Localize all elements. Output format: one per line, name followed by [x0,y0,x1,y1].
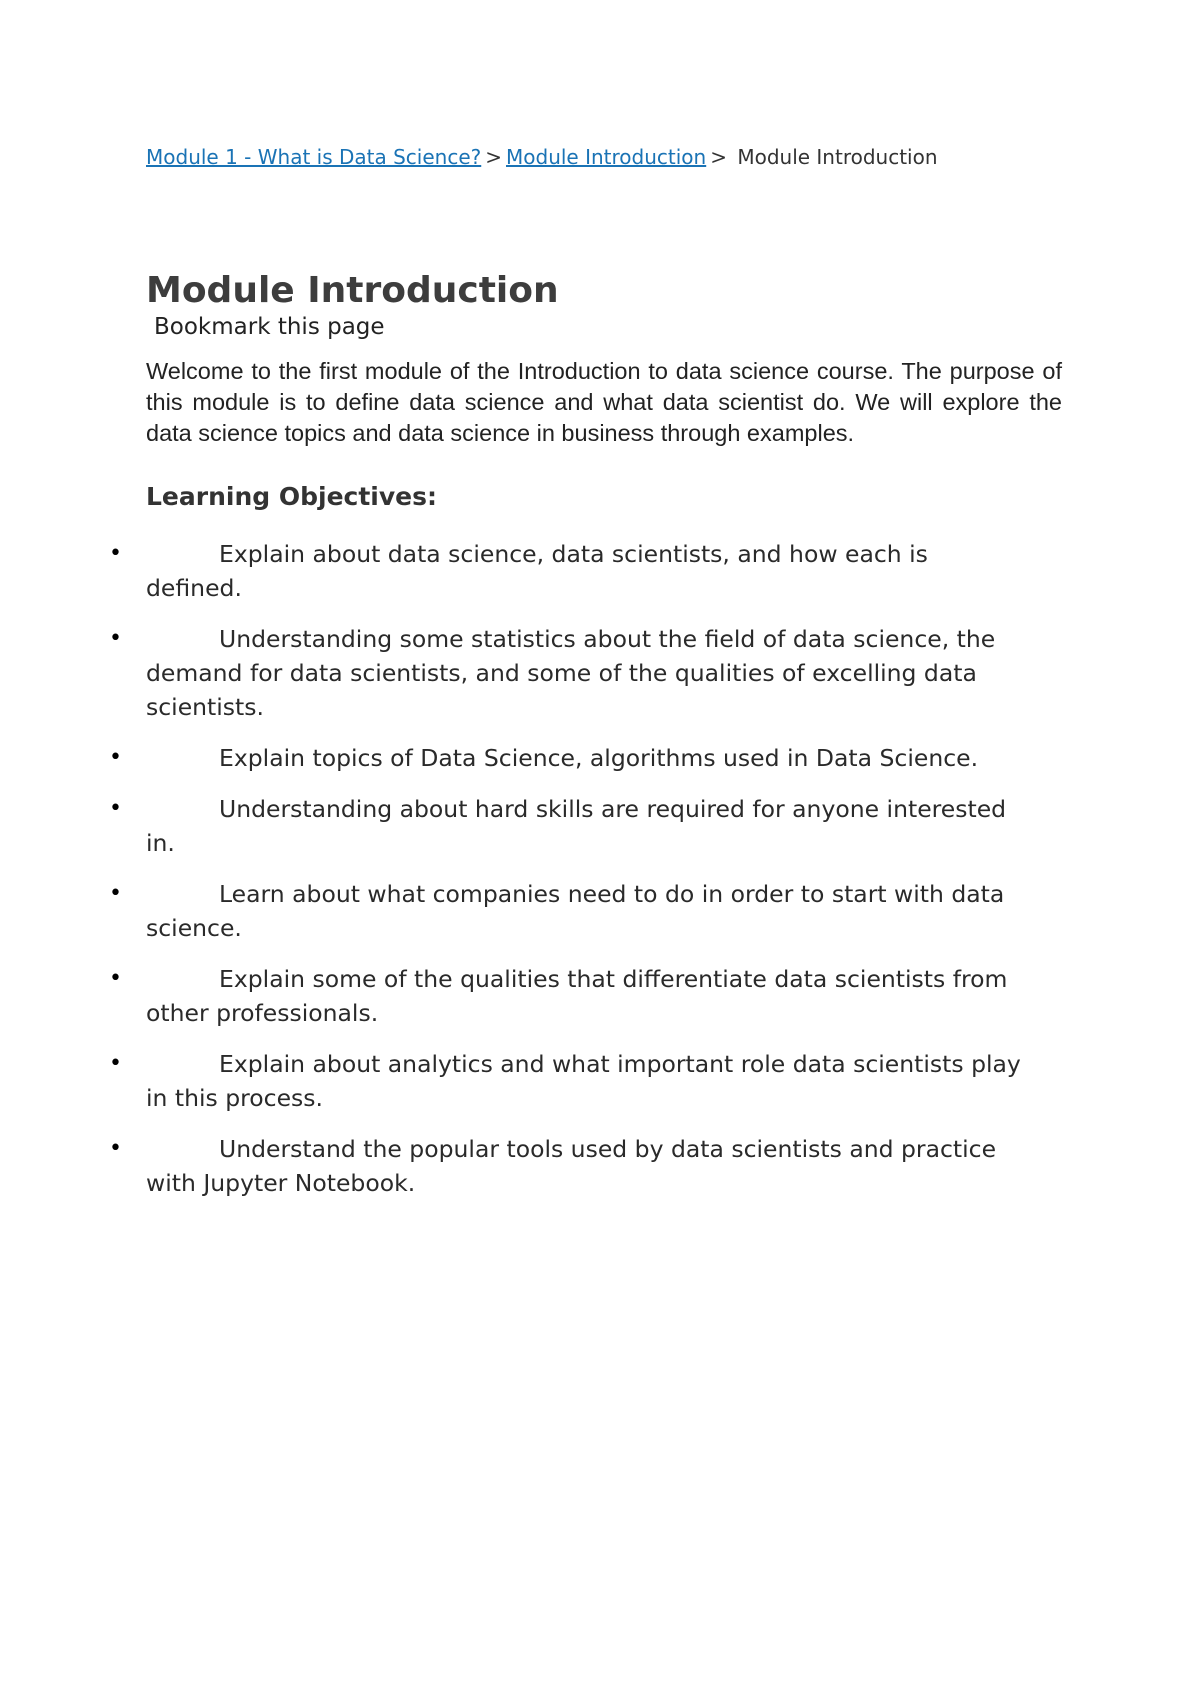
objective-text: Explain some of the qualities that differentiate data scientists from other professionals. [146,965,1008,1027]
page-title: Module Introduction [146,270,559,311]
objective-item [109,741,1062,775]
breadcrumb-link-module-introduction[interactable]: Module Introduction [506,145,707,169]
learning-objectives-list [109,537,1062,1200]
breadcrumb-separator: > [485,145,502,169]
bullet-icon: • [109,745,122,770]
breadcrumb-link-module-1[interactable]: Module 1 - What is Data Science? [146,145,482,169]
objective-text: Learn about what companies need to do in order to start with data science. [146,880,1005,942]
document-page [109,140,1062,1217]
bullet-icon: • [109,1136,122,1161]
objective-item [109,1132,1062,1200]
bookmark-page-button[interactable]: Bookmark this page [154,314,385,340]
objective-item [109,877,1062,945]
objective-item [109,792,1062,860]
objective-text: Explain topics of Data Science, algorithms used in Data Science. [219,744,979,772]
bullet-icon: • [109,966,122,991]
breadcrumb-current: Module Introduction [737,145,938,169]
bullet-icon: • [109,1051,122,1076]
objective-text: Understanding about hard skills are required for anyone interested in. [146,795,1007,857]
learning-objectives-heading: Learning Objectives: [146,482,437,511]
objective-item [109,962,1062,1030]
intro-paragraph: Welcome to the first module of the Introduction to data science course. The purpose of this module is to define data science and what data scientist do. We will explore the data science topics and data science in business through examples. [146,358,1062,446]
objective-text: Understand the popular tools used by data scientists and practice with Jupyter Notebook. [146,1135,997,1197]
breadcrumb-separator: > [710,145,727,169]
breadcrumb [146,140,1062,174]
objective-text: Understanding some statistics about the field of data science, the demand for data scientists, and some of the qualities of excelling data scientists. [146,625,996,721]
objective-item [109,622,1062,724]
objective-text: Explain about data science, data scientists, and how each is defined. [146,540,928,602]
bullet-icon: • [109,881,122,906]
objective-item [109,537,1062,605]
bullet-icon: • [109,796,122,821]
bullet-icon: • [109,626,122,651]
objective-item [109,1047,1062,1115]
bullet-icon: • [109,541,122,566]
objective-text: Explain about analytics and what important role data scientists play in this process. [146,1050,1021,1112]
